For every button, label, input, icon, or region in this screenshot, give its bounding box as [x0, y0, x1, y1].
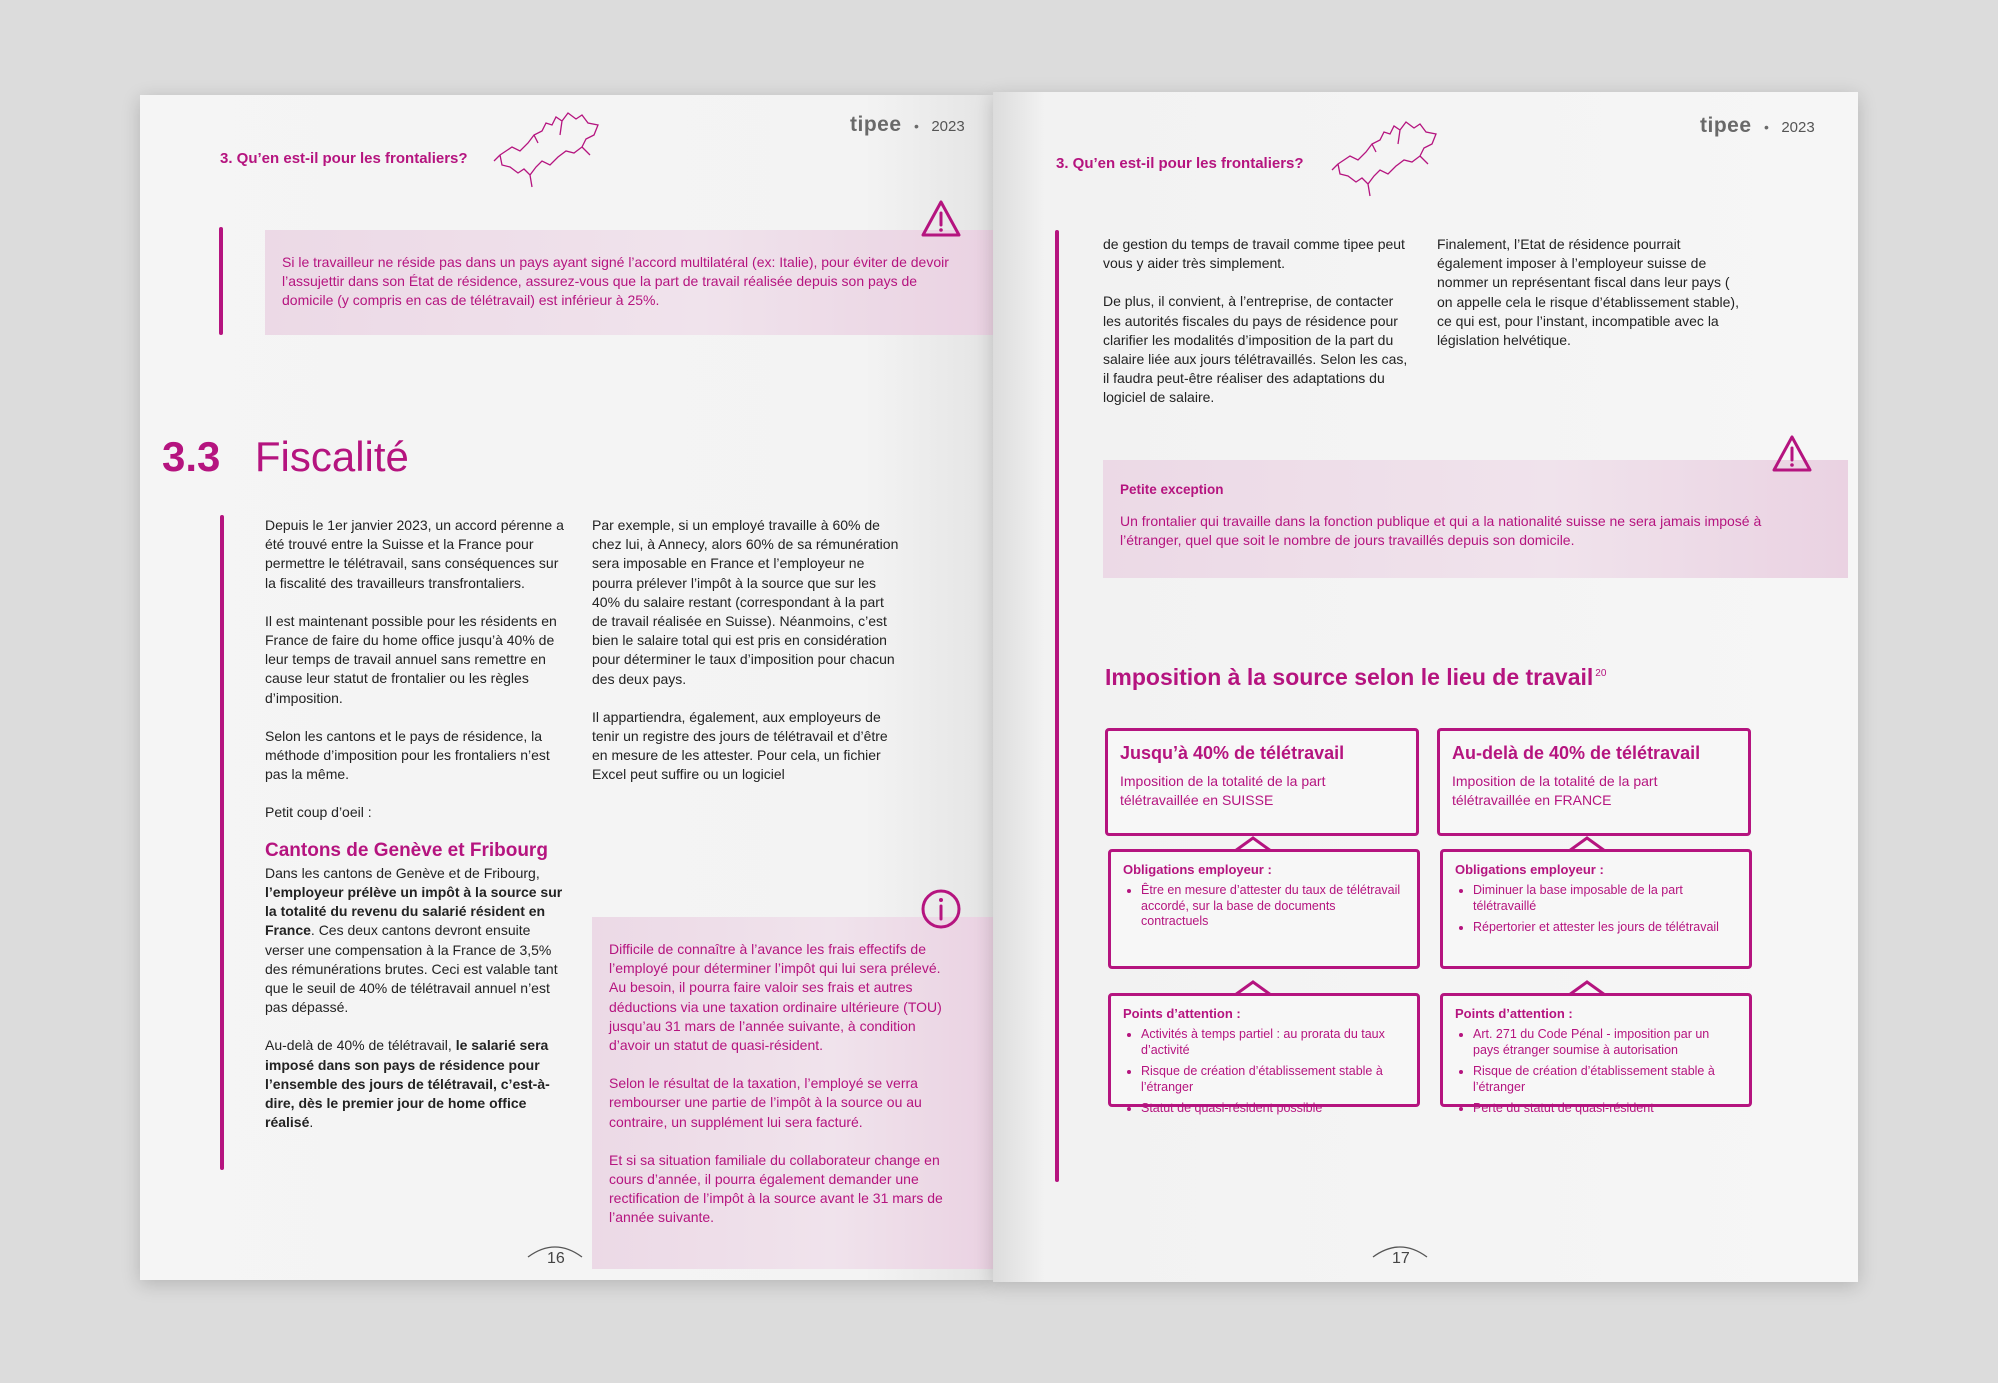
header-brand: [850, 113, 965, 137]
obligations-label: Obligations employeur :: [1455, 862, 1604, 877]
card-subtitle: Imposition de la totalité de la part télétravaillée en FRANCE: [1452, 773, 1658, 808]
attention-list: [1455, 1027, 1737, 1117]
list-item: • Répertorier et attester les jours de télétravail: [1473, 920, 1737, 936]
header-year: 2023: [1781, 119, 1815, 136]
paragraph: Selon les cantons et le pays de résidence, la méthode d’imposition pour les frontaliers n’est pas la même.: [265, 727, 550, 783]
card-attention-right: [1440, 993, 1752, 1115]
card-above-40: [1437, 728, 1751, 836]
list-item: • Être en mesure d’attester du taux de télétravail accordé, sur la base de documents contractuels: [1141, 883, 1405, 930]
bold-text: le salarié sera imposé dans son pays de résidence pour l’ensemble des jours de télétravail, c’est-à-dire, dès le premier jour de home office réalisé: [265, 1037, 550, 1131]
card-obligations-right: [1440, 849, 1752, 969]
attention-list: [1123, 1027, 1405, 1117]
bold-text: l’employeur prélève un impôt à la source sur la totalité du revenu du salarié résident en France: [265, 884, 563, 939]
paragraph: Et si sa situation familiale du collaborateur change en cours d’année, il pourra également demander une rectification de l’impôt à la source avant le 31 mars de l’année suivante.: [609, 1151, 943, 1226]
paragraph: de gestion du temps de travail comme tipee peut vous y aider très simplement.: [1103, 236, 1405, 272]
header-year: 2023: [931, 118, 965, 135]
exception-title: Petite exception: [1120, 482, 1224, 497]
section-number: 3.3: [162, 433, 221, 480]
warning-icon: [920, 199, 962, 239]
attention-label: Points d’attention :: [1455, 1006, 1573, 1021]
switzerland-map-icon: [1328, 104, 1448, 199]
card-title: Jusqu’à 40% de télétravail: [1120, 743, 1345, 763]
paragraph: De plus, il convient, à l’entreprise, de contacter les autorités fiscales du pays de résidence pour clarifier les modalités d’imposition de la part du salaire liée aux jours télétravaillés. Selon les cas, il faudra peut-être réaliser des adaptations du logiciel de salaire.: [1103, 293, 1408, 406]
header-separator: •: [913, 118, 919, 134]
diagram-title-text: Imposition à la source selon le lieu de travail: [1105, 664, 1594, 690]
page-number: 16: [547, 1250, 565, 1267]
paragraph: Depuis le 1er janvier 2023, un accord pérenne a été trouvé entre la Suisse et la France pour permettre le télétravail, sans conséquences sur la fiscalité des travailleurs transfrontaliers.: [265, 517, 564, 591]
warning-text: Si le travailleur ne réside pas dans un pays ayant signé l’accord multilatéral (ex: Italie), pour éviter de devoir l’assujettir dans son État de résidence, assurez-vous que la part de travail réalisée depuis son pays de domicile (y compris en cas de télétravail) est inférieur à 25%.: [282, 254, 949, 309]
subheading: Cantons de Genève et Fribourg: [265, 839, 548, 861]
text-span: Dans les cantons de Genève et de Fribourg,: [265, 864, 540, 881]
paragraph: [265, 1036, 570, 1132]
attention-label: Points d’attention :: [1123, 1006, 1241, 1021]
paragraph: Il appartiendra, également, aux employeurs de tenir un registre des jours de télétravail et d’être en mesure de les attester. Pour cela, un fichier Excel peut suffire ou un logiciel: [592, 708, 888, 783]
text-span: Au-delà de 40% de télétravail,: [265, 1037, 456, 1054]
list-item: • Risque de création d’établissement stable à l’étranger: [1141, 1064, 1405, 1095]
list-item: • Art. 271 du Code Pénal - imposition par un pays étranger soumise à autorisation: [1473, 1027, 1737, 1058]
right-column-1: [1103, 235, 1413, 408]
section-title: Fiscalité: [254, 433, 409, 480]
card-attention-left: [1108, 993, 1420, 1115]
tipee-logo: tipee: [850, 113, 902, 136]
accent-bar: [220, 515, 224, 1170]
right-page: [993, 92, 1858, 1282]
diagram-title: [1105, 664, 1606, 691]
left-column-2: [592, 516, 900, 785]
list-item: • Perte du statut de quasi-résident: [1473, 1101, 1737, 1117]
section-heading: [162, 433, 409, 481]
info-icon: [920, 888, 962, 930]
page-number: 17: [1392, 1250, 1410, 1267]
header-separator: •: [1763, 119, 1769, 135]
list-item: • Risque de création d’établissement stable à l’étranger: [1473, 1064, 1737, 1095]
paragraph: Finalement, l’Etat de résidence pourrait également imposer à l’employeur suisse de nommer un représentant fiscal dans leur pays ( on appelle cela le risque d’établissement stable), ce qui est, pour l’instant, incompatible avec la législation helvétique.: [1437, 236, 1739, 349]
obligations-list: [1455, 883, 1737, 936]
obligations-list: [1123, 883, 1405, 930]
chapter-heading: 3. Qu’en est-il pour les frontaliers?: [1056, 155, 1304, 172]
paragraph: [265, 864, 570, 1018]
left-column-1: [265, 516, 570, 1132]
warning-icon: [1771, 434, 1813, 474]
text-span: .: [309, 1114, 314, 1131]
card-title: Au-delà de 40% de télétravail: [1452, 743, 1701, 763]
switzerland-map-icon: [490, 95, 610, 190]
footnote-marker: 20: [1595, 668, 1607, 680]
header-brand: [1700, 114, 1815, 138]
right-column-2: [1437, 235, 1742, 350]
list-item: • Activités à temps partiel : au prorata du taux d’activité: [1141, 1027, 1405, 1058]
text-span: . Ces deux cantons devront ensuite verser une compensation à la France de 3,5% des rémunérations brutes. Ceci est valable tant que le seuil de 40% de télétravail annuel n’est pas dépassé.: [265, 922, 558, 1016]
paragraph: Par exemple, si un employé travaille à 60% de chez lui, à Annecy, alors 60% de sa rémunération sera imposable en France et l’employeur ne pourra prélever l’impôt à la source que sur les 40% du salaire restant (correspondant à la part de travail réalisée en Suisse). Néanmoins, c’est bien le salaire total qui est pris en considération pour déterminer le taux d’imposition pour chacun des deux pays.: [592, 517, 899, 687]
list-item: • Diminuer la base imposable de la part télétravaillé: [1473, 883, 1737, 914]
accent-bar: [219, 227, 223, 335]
tipee-logo: tipee: [1700, 114, 1752, 137]
paragraph: Il est maintenant possible pour les résidents en France de faire du home office jusqu’à 40% de leur temps de travail annuel sans remettre en cause leur statut de frontalier ou les règles d’imposition.: [265, 612, 557, 706]
chapter-heading: 3. Qu’en est-il pour les frontaliers?: [220, 150, 468, 167]
exception-text: Un frontalier qui travaille dans la fonction publique et qui a la nationalité suisse ne sera jamais imposé à l’étranger, quel que soit le nombre de jours travaillés depuis son domicile.: [1120, 513, 1762, 549]
card-obligations-left: [1108, 849, 1420, 969]
card-up-to-40: [1105, 728, 1419, 836]
obligations-label: Obligations employeur :: [1123, 862, 1272, 877]
left-page: [140, 95, 993, 1280]
paragraph: Selon le résultat de la taxation, l’employé se verra rembourser une partie de l’impôt à la source ou au contraire, un supplément lui sera facturé.: [609, 1075, 922, 1130]
paragraph: Petit coup d’oeil :: [265, 804, 372, 821]
list-item: • Statut de quasi-résident possible: [1141, 1101, 1405, 1117]
card-subtitle: Imposition de la totalité de la part télétravaillée en SUISSE: [1120, 773, 1326, 808]
accent-bar: [1055, 230, 1059, 1182]
info-text: [609, 940, 954, 1228]
paragraph: Difficile de connaître à l’avance les frais effectifs de l’employé pour déterminer l’impôt qui lui sera prélevé. Au besoin, il pourra faire valoir ses frais et autres déductions via une taxation ordinaire ultérieure (TOU) jusqu’au 31 mars de l’année suivante, à condition d’avoir un statut de quasi-résident.: [609, 941, 942, 1054]
